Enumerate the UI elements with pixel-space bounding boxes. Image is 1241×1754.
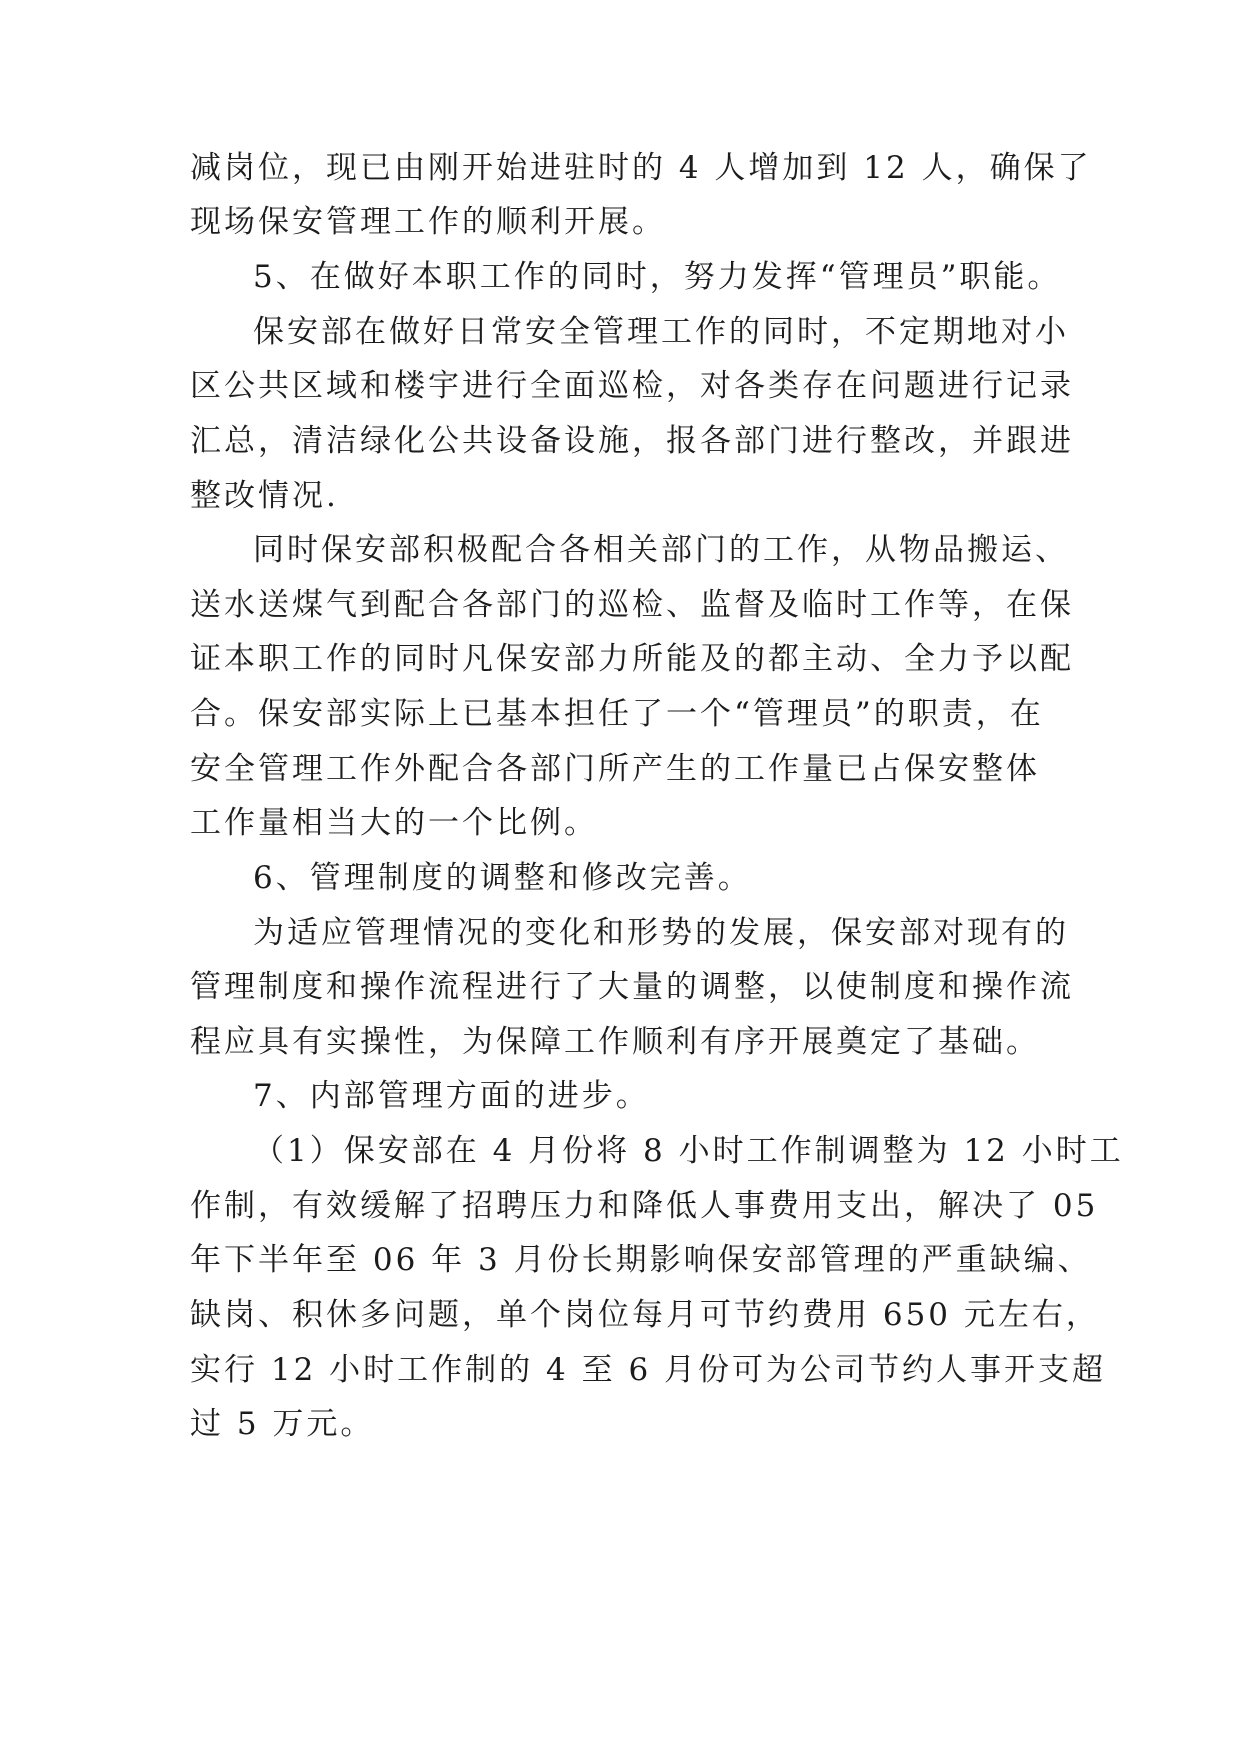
text-line: 证本职工作的同时凡保安部力所能及的都主动、全力予以配 — [190, 641, 1074, 677]
text-line: （1）保安部在 4 月份将 8 小时工作制调整为 12 小时工 — [253, 1133, 1124, 1169]
text-line: 程应具有实操性，为保障工作顺利有序开展奠定了基础。 — [190, 1024, 1040, 1060]
section-heading-5: 5、在做好本职工作的同时，努力发挥“管理员”职能。 — [253, 259, 1062, 295]
section-heading-6: 6、管理制度的调整和修改完善。 — [253, 860, 752, 896]
text-line: 安全管理工作外配合各部门所产生的工作量已占保安整体 — [190, 751, 1040, 787]
text-line: 送水送煤气到配合各部门的巡检、监督及临时工作等，在保 — [190, 587, 1074, 623]
text-line: 区公共区域和楼宇进行全面巡检，对各类存在问题进行记录 — [190, 368, 1074, 404]
text-line: 同时保安部积极配合各相关部门的工作，从物品搬运、 — [253, 532, 1069, 568]
text-line: 实行 12 小时工作制的 4 至 6 月份可为公司节约人事开支超 — [190, 1352, 1107, 1388]
text-line: 年下半年至 06 年 3 月份长期影响保安部管理的严重缺编、 — [190, 1242, 1092, 1278]
text-line: 作制，有效缓解了招聘压力和降低人事费用支出，解决了 05 — [190, 1188, 1099, 1224]
text-line: 汇总，清洁绿化公共设备设施，报各部门进行整改，并跟进 — [190, 423, 1074, 459]
text-line: 减岗位，现已由刚开始进驻时的 4 人增加到 12 人，确保了 — [190, 150, 1092, 186]
text-line: 工作量相当大的一个比例。 — [190, 805, 598, 841]
text-line: 现场保安管理工作的顺利开展。 — [190, 204, 666, 240]
text-line: 管理制度和操作流程进行了大量的调整，以使制度和操作流 — [190, 969, 1074, 1005]
section-heading-7: 7、内部管理方面的进步。 — [253, 1078, 650, 1114]
text-line: 合。保安部实际上已基本担任了一个“管理员”的职责，在 — [190, 696, 1044, 732]
text-line: 过 5 万元。 — [190, 1406, 375, 1442]
text-line: 整改情况. — [190, 478, 339, 514]
text-line: 缺岗、积休多问题，单个岗位每月可节约费用 650 元左右， — [190, 1297, 1100, 1333]
text-line: 保安部在做好日常安全管理工作的同时，不定期地对小 — [253, 314, 1069, 350]
text-line: 为适应管理情况的变化和形势的发展，保安部对现有的 — [253, 915, 1069, 951]
